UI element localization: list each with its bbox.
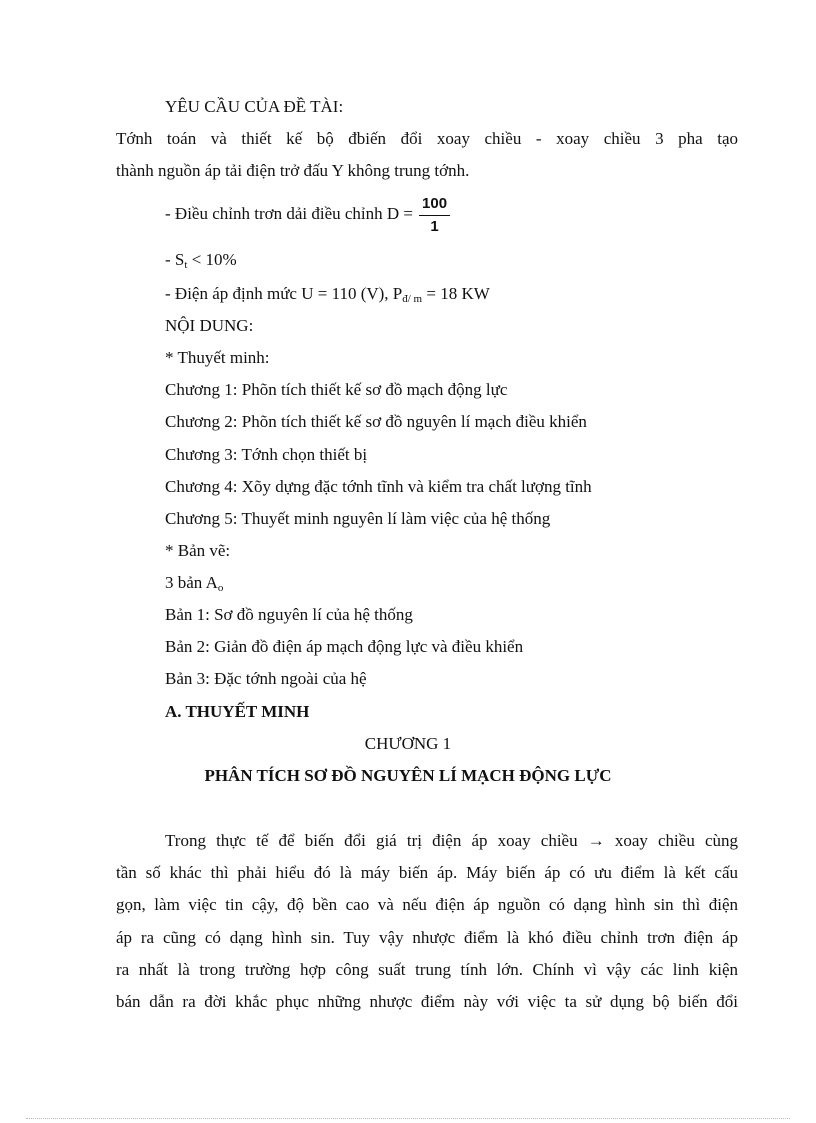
drawings-count (165, 572, 223, 594)
chapter-item: Chương 4: Xõy dựng đặc tớnh tĩnh và kiểm tra chất lượng tĩnh (165, 477, 592, 496)
fraction-denominator: 1 (430, 217, 439, 235)
requirement-static-error (165, 249, 237, 271)
drawings-count-subscript: o (217, 582, 224, 594)
st-subscript: t (184, 259, 188, 271)
body-line-text: Trong thực tế để biến đổi giá trị điện áp xoay chiều → xoay chiều cùng (165, 831, 738, 850)
requirements-intro-line2: thành nguồn áp tải điện trở đấu Y không trung tớnh. (116, 161, 470, 180)
chapter-item: Chương 2: Phõn tích thiết kế sơ đồ nguyên lí mạch điều khiển (165, 412, 587, 431)
requirement-adjustment-range (165, 192, 450, 236)
requirement-range-text: - Điều chỉnh trơn dải điều chỉnh D = (165, 204, 414, 223)
content-heading: NỘI DUNG: (165, 316, 254, 335)
drawing-item: Bản 3: Đặc tớnh ngoài của hệ (165, 669, 367, 688)
body-line: bán dẫn ra đời khắc phục những nhược điểm này với việc ta sử dụng bộ biến đổi (116, 992, 738, 1011)
body-line: tần số khác thì phải hiểu đó là máy biến áp. Máy biến áp có ưu điểm là kết cấu (116, 863, 738, 882)
body-line: áp ra cũng có dạng hình sin. Tuy vậy nhược điểm là khó điều chỉnh trơn điện áp (116, 928, 738, 947)
body-line: ra nhất là trong trường hợp công suất trung tính lớn. Chính vì vậy các linh kiện (116, 960, 738, 979)
drawing-item: Bản 1: Sơ đồ nguyên lí của hệ thống (165, 605, 413, 624)
st-prefix: - S (165, 250, 185, 269)
section-title: A. THUYẾT MINH (165, 702, 310, 721)
page-bottom-divider (26, 1118, 790, 1119)
chapter-title: PHÂN TÍCH SƠ ĐỒ NGUYÊN LÍ MẠCH ĐỘNG LỰC (204, 766, 612, 785)
power-value: = 18 KW (426, 284, 490, 303)
body-line (116, 830, 738, 852)
chapter-item: Chương 1: Phõn tích thiết kế sơ đồ mạch động lực (165, 380, 508, 399)
requirement-rated-voltage (165, 283, 490, 305)
range-fraction (419, 195, 450, 236)
drawing-item: Bản 2: Giản đồ điện áp mạch động lực và điều khiển (165, 637, 524, 656)
requirements-heading: YÊU CẦU CỦA ĐỀ TÀI: (165, 97, 344, 116)
fraction-numerator: 100 (419, 195, 450, 216)
drawings-count-text: 3 bản A (165, 573, 218, 592)
chapter-item: Chương 5: Thuyết minh nguyên lí làm việc của hệ thống (165, 509, 551, 528)
requirements-intro-line1: Tớnh toán và thiết kế bộ đbiến đổi xoay chiều - xoay chiều 3 pha tạo (116, 129, 738, 148)
chapter-label: CHƯƠNG 1 (364, 734, 452, 753)
explanation-heading: * Thuyết minh: (165, 348, 270, 367)
power-subscript: đ/ m (402, 293, 423, 305)
voltage-prefix: - Điện áp định mức U = 110 (V), P (165, 284, 403, 303)
body-line: gọn, làm việc tin cậy, độ bền cao và nếu điện áp nguồn có dạng hình sin thì điện (116, 895, 738, 914)
drawings-heading: * Bản vẽ: (165, 541, 231, 560)
chapter-item: Chương 3: Tớnh chọn thiết bị (165, 445, 368, 464)
st-value: < 10% (191, 250, 237, 269)
